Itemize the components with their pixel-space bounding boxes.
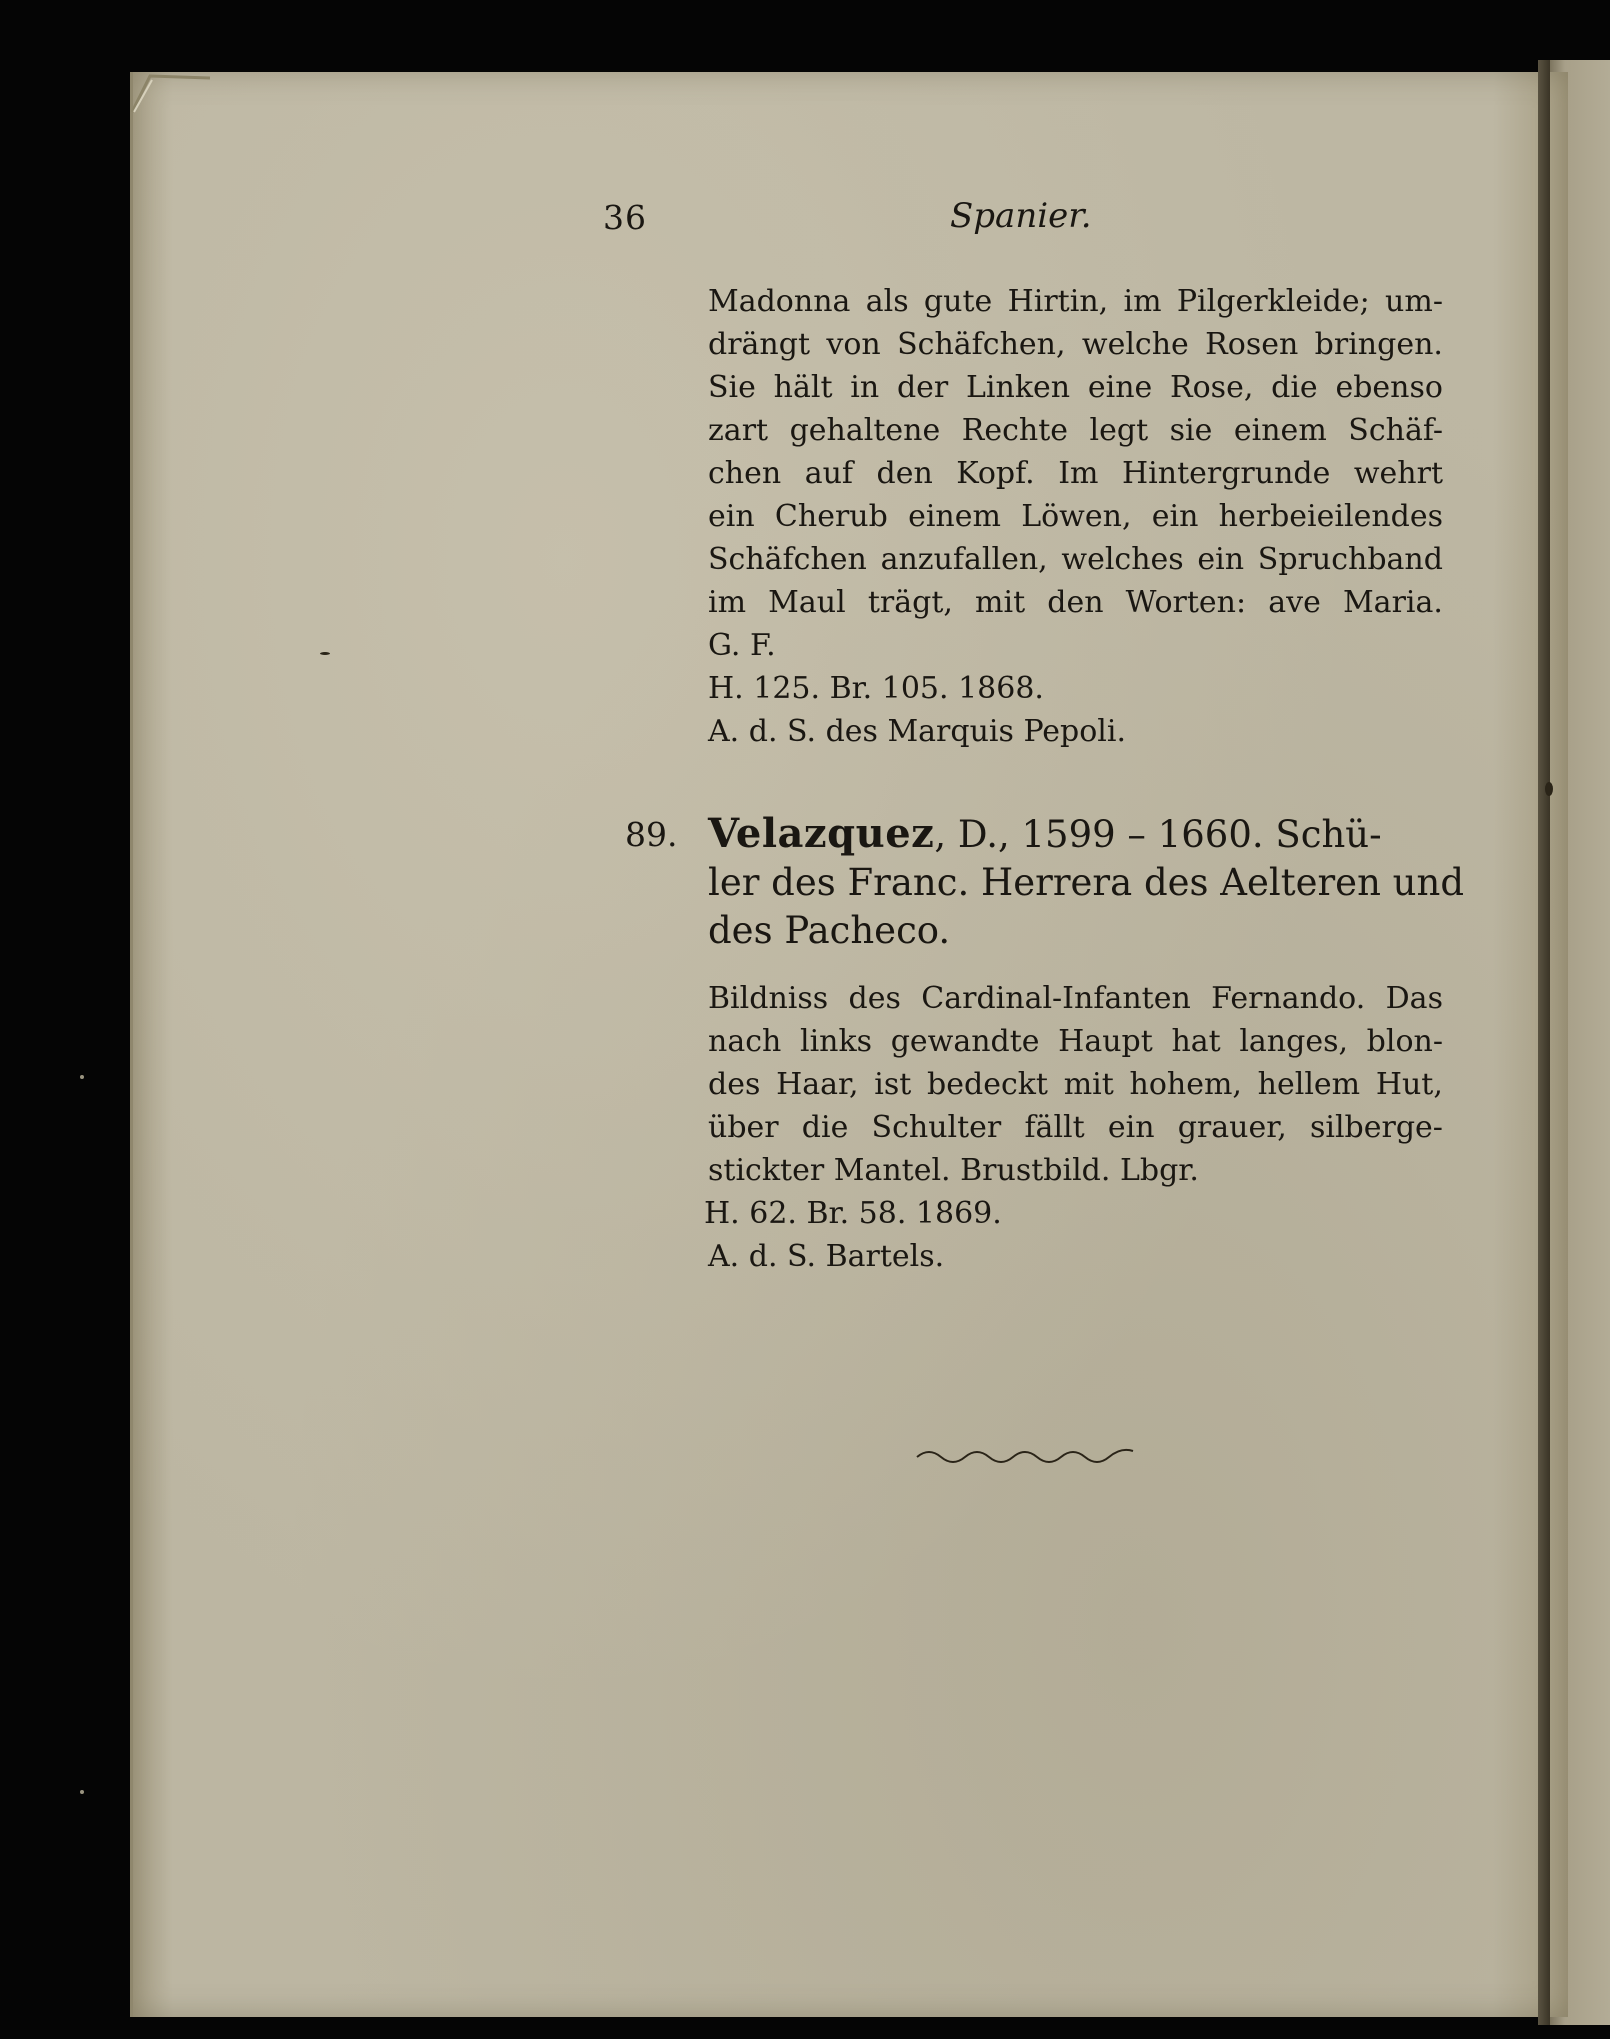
text-line: über die Schulter fällt ein grauer, silberge- <box>708 1110 1443 1145</box>
text-line: Madonna als gute Hirtin, im Pilgerkleide; um- <box>708 284 1443 319</box>
entry-heading-line: des Pacheco. <box>708 909 951 952</box>
provenance: A. d. S. Bartels. <box>708 1239 945 1274</box>
dimensions: H. 62. Br. 58. 1869. <box>704 1196 1002 1231</box>
text-line: Sie hält in der Linken eine Rose, die ebenso <box>708 370 1443 405</box>
entry-number: 89. <box>625 815 678 854</box>
folded-corner-icon <box>130 72 220 132</box>
dust-speck <box>80 1790 84 1794</box>
provenance: A. d. S. des Marquis Pepoli. <box>708 714 1127 749</box>
dimensions: H. 125. Br. 105. 1868. <box>708 671 1044 706</box>
text-line: im Maul trägt, mit den Worten: ave Maria. <box>708 585 1443 620</box>
text-line: nach links gewandte Haupt hat langes, blon- <box>708 1024 1443 1059</box>
text-line: des Haar, ist bedeckt mit hohem, hellem Hut, <box>708 1067 1443 1102</box>
artist-name: Velazquez <box>708 810 935 857</box>
page-number: 36 <box>603 198 647 237</box>
text-line: Schäfchen anzufallen, welches ein Spruchband <box>708 542 1443 577</box>
artist-dates: , D., 1599 – 1660. Schü- <box>934 813 1382 856</box>
technique: G. F. <box>708 628 776 663</box>
text-line: Bildniss des Cardinal-Infanten Fernando. Das <box>708 981 1443 1016</box>
entry-89-description <box>704 977 1443 1278</box>
ink-speck <box>320 652 330 655</box>
text-line: zart gehaltene Rechte legt sie einem Schäf- <box>708 413 1443 448</box>
ink-speck <box>1545 782 1553 796</box>
entry-heading-line <box>708 810 1443 859</box>
section-title: Spanier. <box>950 196 1092 236</box>
text-line: ein Cherub einem Löwen, ein herbeieilendes <box>708 499 1443 534</box>
entry-heading-line: ler des Franc. Herrera des Aelteren und <box>708 861 1465 904</box>
text-line: chen auf den Kopf. Im Hintergrunde wehrt <box>708 456 1443 491</box>
entry-heading <box>708 810 1465 955</box>
wavy-divider-icon <box>915 1445 1135 1469</box>
text-line: drängt von Schäfchen, welche Rosen bringen. <box>708 327 1443 362</box>
entry-88-description <box>708 280 1443 753</box>
book-gutter <box>1538 60 1550 2025</box>
dust-speck <box>80 1075 84 1079</box>
text-line: stickter Mantel. Brustbild. Lbgr. <box>708 1153 1199 1188</box>
